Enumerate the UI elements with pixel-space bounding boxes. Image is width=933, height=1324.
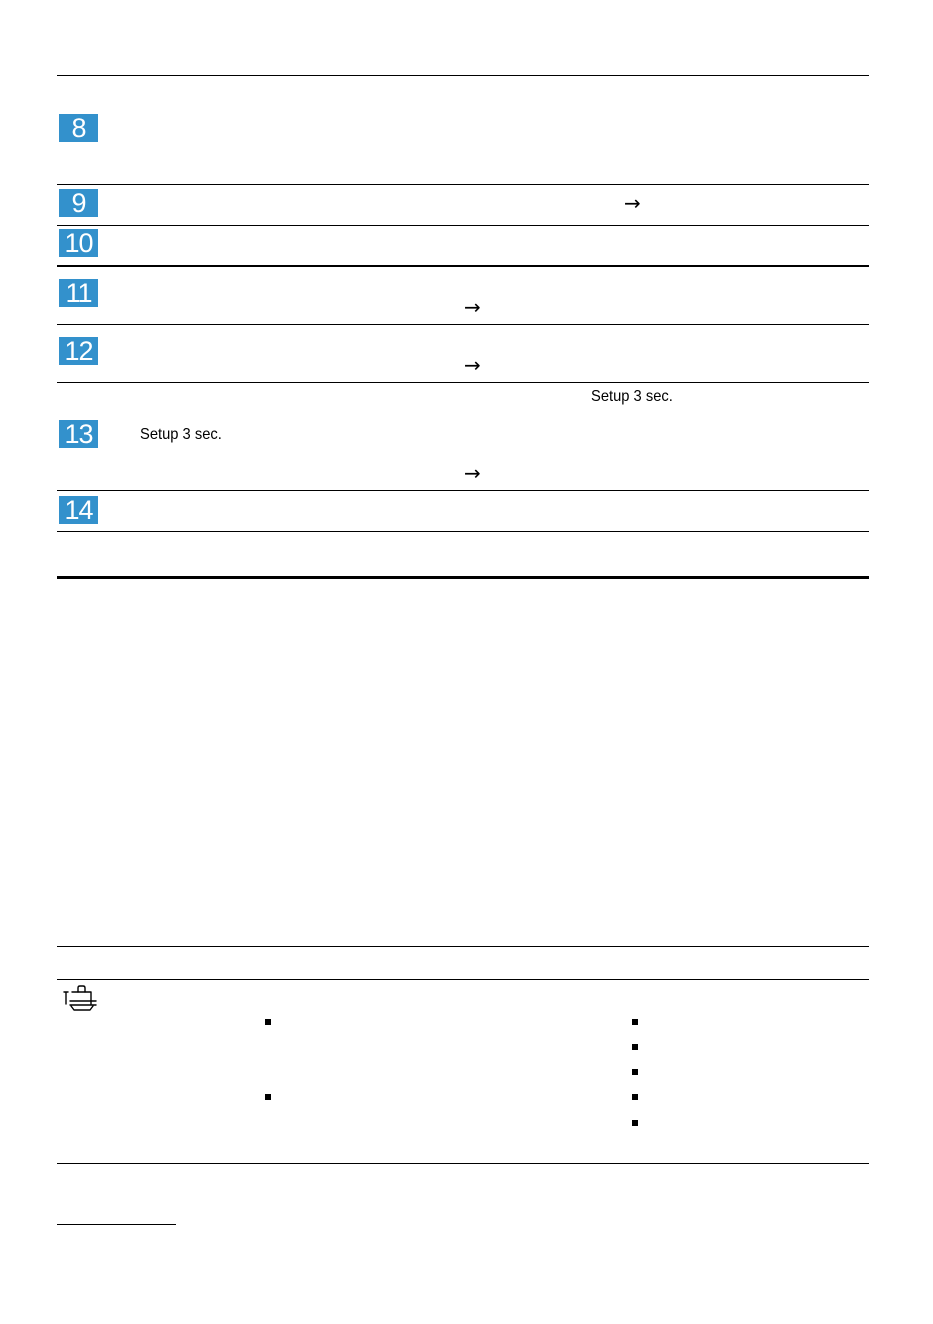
bullet-marker: [632, 1069, 638, 1075]
bullet-marker: [265, 1019, 271, 1025]
table2-bottom-rule: [57, 1163, 869, 1164]
bullet-marker: [632, 1094, 638, 1100]
bullet-marker: [632, 1044, 638, 1050]
step-badge-14: 14: [59, 496, 98, 524]
table1-bottom-rule: [57, 576, 869, 579]
row-divider: [57, 265, 869, 267]
row-divider: [57, 382, 869, 383]
footnote-rule: [57, 1224, 176, 1225]
step-badge-9: 9: [59, 189, 98, 217]
step-badge-13: 13: [59, 420, 98, 448]
arrow-icon: →: [464, 461, 481, 485]
table1-top-rule: [57, 75, 869, 76]
arrow-icon: →: [464, 295, 481, 319]
setup-label: Setup 3 sec.: [591, 388, 673, 405]
step-badge-12: 12: [59, 337, 98, 365]
step-badge-8: 8: [59, 114, 98, 142]
row-divider: [57, 490, 869, 491]
row-divider: [57, 184, 869, 185]
bullet-marker: [632, 1019, 638, 1025]
bullet-marker: [632, 1120, 638, 1126]
step-badge-10: 10: [59, 229, 98, 257]
row-divider: [57, 225, 869, 226]
arrow-icon: →: [624, 191, 641, 215]
rack-tray-icon: [60, 984, 100, 1012]
arrow-icon: →: [464, 353, 481, 377]
row-divider: [57, 531, 869, 532]
setup-label: Setup 3 sec.: [140, 426, 222, 443]
table2-top-rule: [57, 946, 869, 947]
table2-header-rule: [57, 979, 869, 980]
step-badge-11: 11: [59, 279, 98, 307]
row-divider: [57, 324, 869, 325]
bullet-marker: [265, 1094, 271, 1100]
